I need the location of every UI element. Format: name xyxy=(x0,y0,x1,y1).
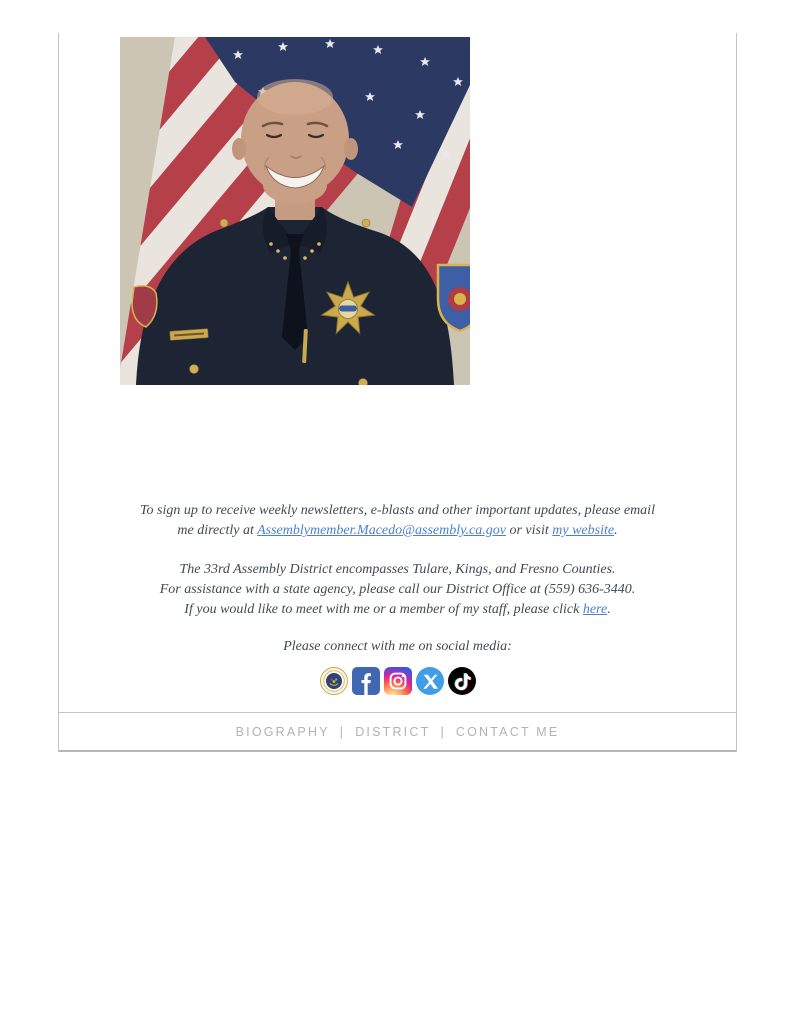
email-container xyxy=(58,33,737,752)
footer-link-biography[interactable]: BIOGRAPHY xyxy=(235,724,330,739)
signup-paragraph xyxy=(97,501,698,541)
website-link[interactable]: my website xyxy=(552,523,615,538)
social-icons-row xyxy=(59,666,736,696)
instagram-icon[interactable] xyxy=(384,667,412,695)
district-paragraph xyxy=(87,560,708,620)
signup-line2-middle: or visit xyxy=(505,523,553,538)
district-line2: For assistance with a state agency, please call our District Office at (559) 636-3440. xyxy=(159,582,636,597)
signup-line1: To sign up to receive weekly newsletters, e-blasts and other important updates, please email xyxy=(140,503,655,518)
x-icon[interactable] xyxy=(416,667,444,695)
email-link[interactable]: Assemblymember.Macedo@assembly.ca.gov xyxy=(257,523,506,538)
signup-line2-prefix: me directly at xyxy=(177,523,258,538)
footer-separator: | xyxy=(440,724,446,739)
district-line3-prefix: If you would like to meet with me or a member of my staff, please click xyxy=(184,602,583,617)
tiktok-icon[interactable] xyxy=(448,667,476,695)
email-content xyxy=(59,37,736,713)
footer-separator: | xyxy=(339,724,346,739)
social-prompt: Please connect with me on social media: xyxy=(283,639,512,654)
footer-nav xyxy=(59,713,736,752)
assembly-seal-icon[interactable] xyxy=(320,667,348,695)
footer-link-contact-me[interactable]: CONTACT ME xyxy=(455,724,560,739)
officer-portrait-photo xyxy=(120,37,470,385)
facebook-icon[interactable] xyxy=(352,667,380,695)
footer-link-district[interactable]: DISTRICT xyxy=(355,724,431,739)
signup-line2-suffix: . xyxy=(614,523,618,538)
district-line3-suffix: . xyxy=(607,602,611,617)
district-line1: The 33rd Assembly District encompasses Tulare, Kings, and Fresno Counties. xyxy=(179,562,616,577)
here-link[interactable]: here xyxy=(582,602,608,617)
